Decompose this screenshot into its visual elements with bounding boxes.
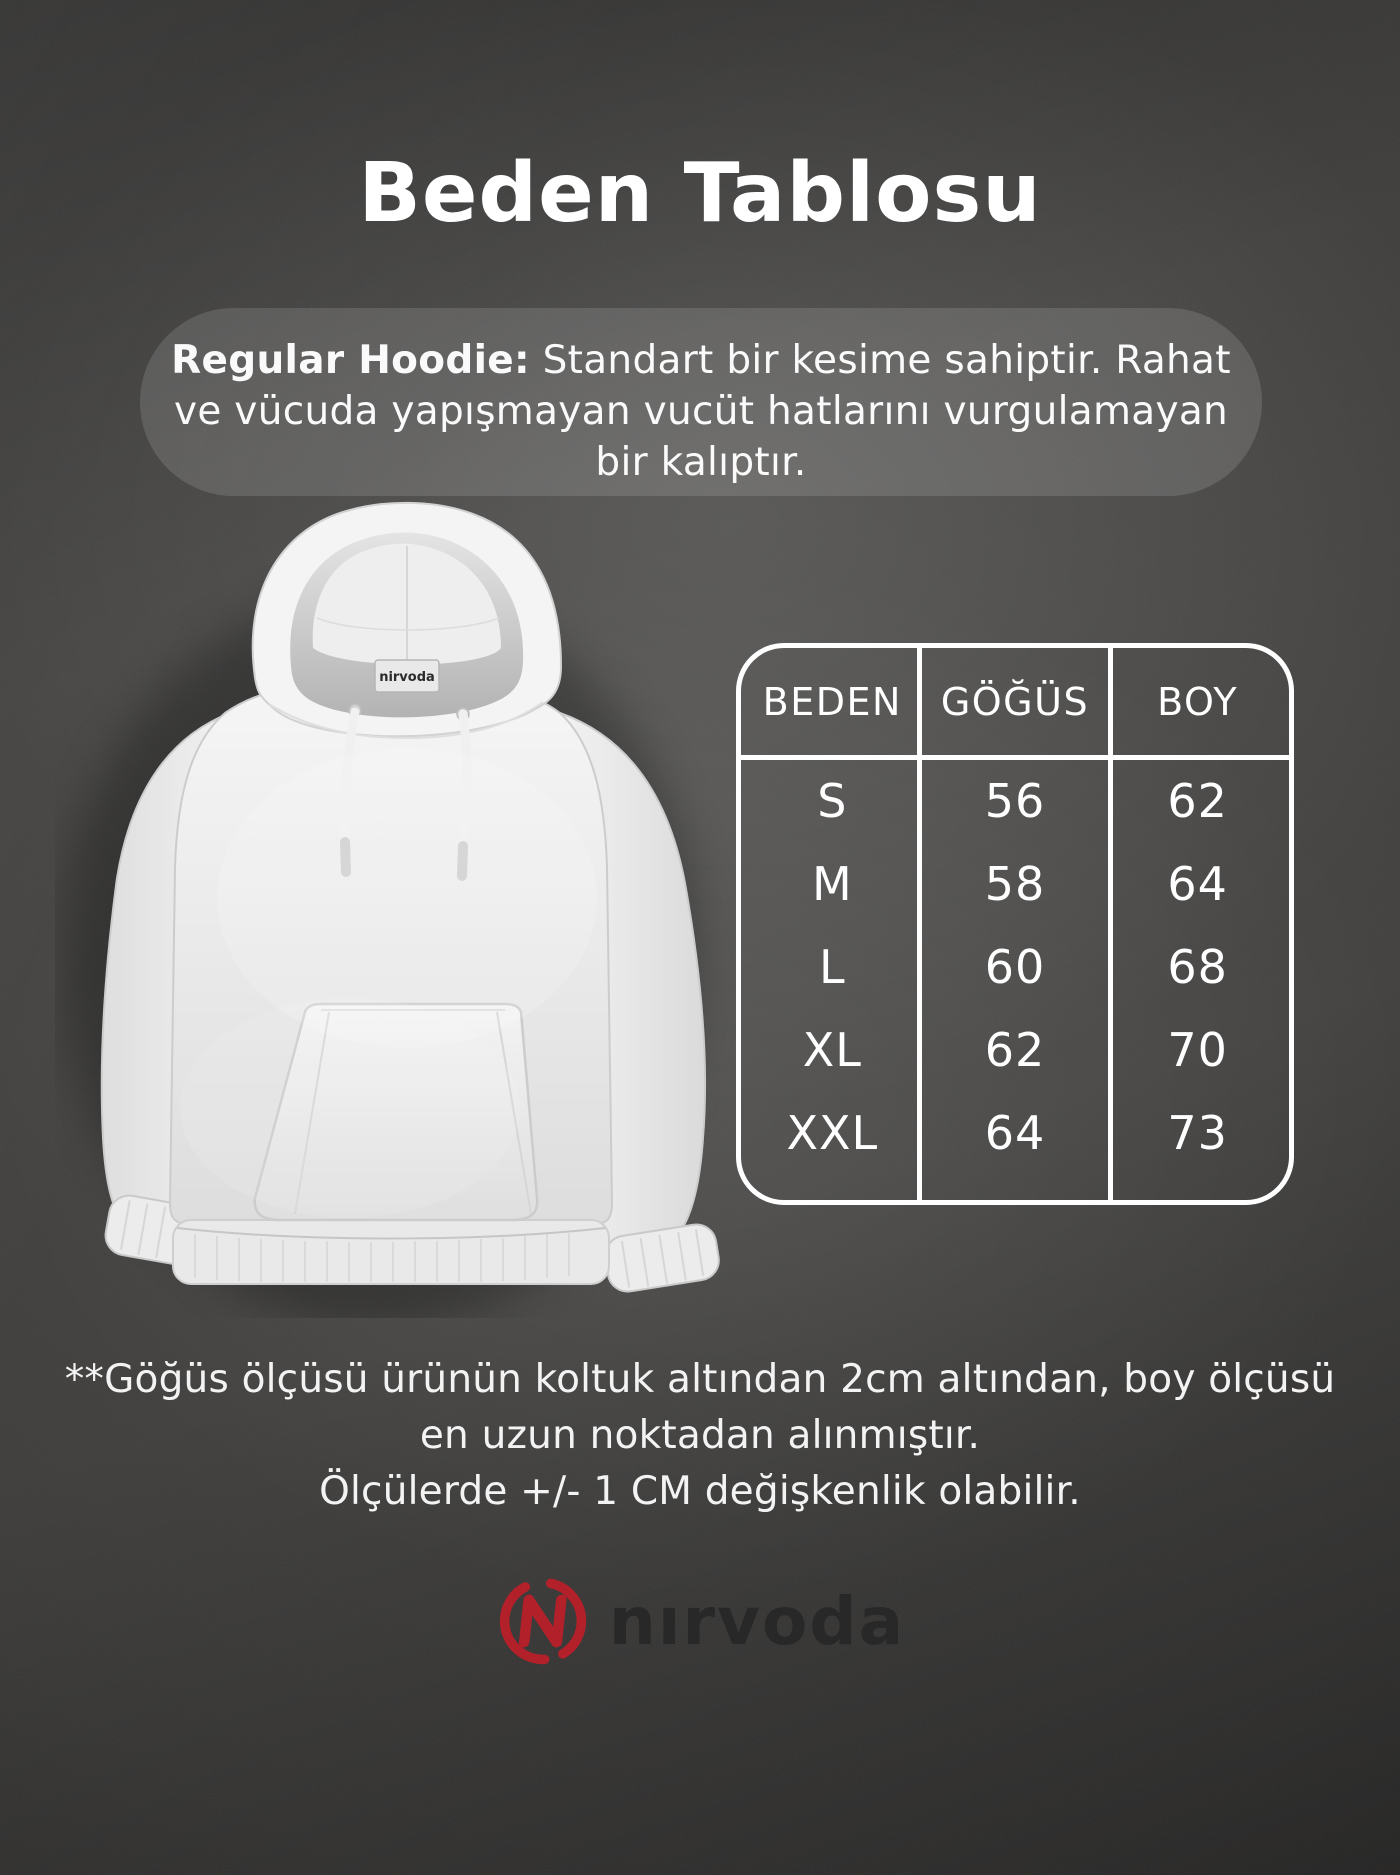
brand-logo [0,1566,1400,1676]
page-title: Beden Tablosu [358,146,1042,241]
brand-wordmark: nırvoda [608,1582,906,1660]
hoodie-hood [253,503,561,738]
table-row [741,1008,1289,1091]
note-line-2: en uzun noktadan alınmıştır. [419,1413,981,1458]
note-line-1: **Göğüs ölçüsü ürünün koltuk altından 2cm altından, boy ölçüsü [64,1357,1336,1402]
column-header-gogus: GÖĞÜS [940,679,1090,724]
description-bubble [140,308,1262,496]
chest-cell: 64 [984,1105,1046,1160]
length-cell: 70 [1167,1022,1228,1077]
description-lead: Regular Hoodie: [171,338,530,383]
table-header-row [741,648,1289,755]
description-line-3: bir kalıptır. [595,440,807,485]
table-row [741,843,1289,926]
table-row [741,1091,1289,1174]
product-image-hoodie [55,498,735,1318]
table-body [741,760,1289,1174]
chest-cell: 62 [984,1022,1046,1077]
brand-logo-mark-icon [495,1573,591,1669]
size-cell: S [817,774,848,829]
description-line-2: ve vücuda yapışmayan vucüt hatlarını vurgulamayan [173,389,1229,434]
table-row [741,760,1289,843]
chest-cell: 56 [984,774,1046,829]
hoodie-hem-band [173,1220,609,1284]
column-header-boy: BOY [1157,679,1239,724]
table-row [741,926,1289,1009]
size-cell: L [819,939,846,994]
size-cell: XXL [786,1105,879,1160]
description-line-1-rest: Standart bir kesime sahiptir. Rahat [529,338,1231,383]
size-cell: XL [802,1022,862,1077]
hoodie-illustration [55,498,735,1318]
note-line-3: Ölçülerde +/- 1 CM değişkenlik olabilir. [319,1469,1081,1514]
length-cell: 62 [1167,774,1228,829]
size-table [736,643,1294,1205]
description-line-1 [140,335,1262,386]
measurement-notes [0,1352,1400,1520]
column-header-beden: BEDEN [762,679,902,724]
chest-cell: 58 [984,857,1046,912]
length-cell: 68 [1167,939,1228,994]
size-cell: M [811,857,853,912]
neck-label-text: nirvoda [379,670,435,685]
length-cell: 64 [1167,857,1228,912]
length-cell: 73 [1167,1105,1228,1160]
neck-label [375,660,439,692]
chest-cell: 60 [984,939,1046,994]
